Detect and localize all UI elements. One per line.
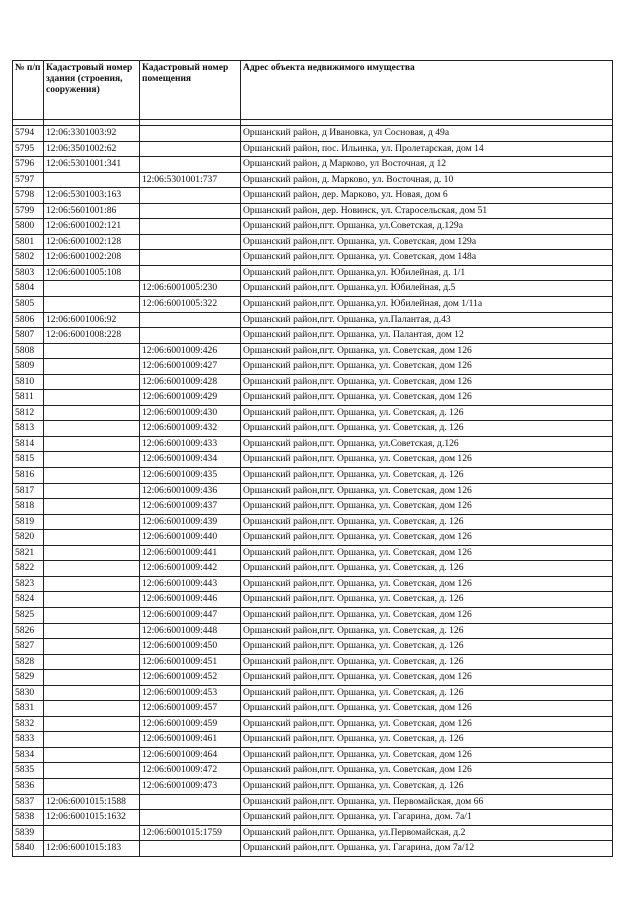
cell-room-cadastral: 12:06:6001009:453: [140, 685, 241, 701]
property-registry-table: [12, 60, 613, 857]
cell-address: Оршанский район,пгт. Оршанка, ул.Советская, д.129а: [241, 219, 613, 235]
cell-num: 5833: [13, 732, 44, 748]
table-body: [13, 120, 613, 857]
cell-address: Оршанский район,пгт. Оршанка, ул. Палантая, дом 12: [241, 328, 613, 344]
cell-building-cadastral: [44, 359, 140, 375]
cell-room-cadastral: 12:06:6001015:1759: [140, 825, 241, 841]
table-header: [13, 61, 613, 120]
cell-address: Оршанский район,пгт. Оршанка, ул. Советская, д. 126: [241, 421, 613, 437]
cell-address: Оршанский район,пгт. Оршанка, ул. Советская, дом 126: [241, 483, 613, 499]
cell-address: Оршанский район,пгт. Оршанка, ул. Советская, дом 126: [241, 576, 613, 592]
table-row: [13, 374, 613, 390]
cell-room-cadastral: 12:06:6001009:473: [140, 778, 241, 794]
cell-room-cadastral: 12:06:6001009:452: [140, 670, 241, 686]
cell-num: 5799: [13, 203, 44, 219]
cell-building-cadastral: [44, 390, 140, 406]
table-row: [13, 405, 613, 421]
cell-room-cadastral: 12:06:6001009:446: [140, 592, 241, 608]
cell-room-cadastral: [140, 203, 241, 219]
table-row: [13, 639, 613, 655]
cell-room-cadastral: 12:06:6001009:451: [140, 654, 241, 670]
cell-num: 5836: [13, 778, 44, 794]
cell-address: Оршанский район,пгт. Оршанка, ул. Советская, дом 148а: [241, 250, 613, 266]
cell-room-cadastral: 12:06:6001005:230: [140, 281, 241, 297]
cell-building-cadastral: 12:06:6001015:1588: [44, 794, 140, 810]
header-address: Адрес объекта недвижимого имущества: [241, 61, 613, 120]
cell-num: 5825: [13, 607, 44, 623]
cell-room-cadastral: [140, 234, 241, 250]
cell-building-cadastral: [44, 654, 140, 670]
cell-room-cadastral: 12:06:6001009:432: [140, 421, 241, 437]
table-row: [13, 452, 613, 468]
cell-building-cadastral: 12:06:6001002:121: [44, 219, 140, 235]
cell-address: Оршанский район,пгт. Оршанка, ул. Гагарина, дом 7а/12: [241, 841, 613, 857]
cell-room-cadastral: 12:06:6001009:448: [140, 623, 241, 639]
cell-num: 5796: [13, 157, 44, 173]
table-row: [13, 312, 613, 328]
table-row: [13, 234, 613, 250]
cell-address: Оршанский район,пгт. Оршанка, ул. Советская, дом 126: [241, 545, 613, 561]
cell-address: Оршанский район, д Марково, ул Восточная, д 12: [241, 157, 613, 173]
cell-num: 5810: [13, 374, 44, 390]
cell-address: Оршанский район, пос. Ильинка, ул. Пролетарская, дом 14: [241, 141, 613, 157]
cell-building-cadastral: [44, 281, 140, 297]
cell-room-cadastral: [140, 219, 241, 235]
cell-address: Оршанский район,пгт. Оршанка, ул. Советская, д. 126: [241, 778, 613, 794]
cell-num: 5831: [13, 701, 44, 717]
table-row: [13, 203, 613, 219]
cell-num: 5826: [13, 623, 44, 639]
table-row: [13, 825, 613, 841]
cell-building-cadastral: 12:06:6001002:208: [44, 250, 140, 266]
table-row: [13, 530, 613, 546]
cell-num: 5811: [13, 390, 44, 406]
cell-num: 5794: [13, 126, 44, 142]
table-row: [13, 778, 613, 794]
cell-address: Оршанский район,пгт. Оршанка, ул. Советская, дом 126: [241, 747, 613, 763]
table-row: [13, 763, 613, 779]
cell-room-cadastral: 12:06:6001009:433: [140, 436, 241, 452]
cell-building-cadastral: [44, 172, 140, 188]
table-row: [13, 747, 613, 763]
cell-address: Оршанский район,пгт. Оршанка, ул. Советская, дом 126: [241, 390, 613, 406]
cell-room-cadastral: [140, 312, 241, 328]
cell-building-cadastral: 12:06:6001006:92: [44, 312, 140, 328]
cell-address: Оршанский район,пгт. Оршанка, ул. Советская, дом 126: [241, 530, 613, 546]
table-row: [13, 265, 613, 281]
cell-building-cadastral: [44, 561, 140, 577]
cell-room-cadastral: 12:06:6001009:430: [140, 405, 241, 421]
cell-num: 5802: [13, 250, 44, 266]
cell-building-cadastral: [44, 825, 140, 841]
cell-num: 5821: [13, 545, 44, 561]
table-row: [13, 810, 613, 826]
cell-address: Оршанский район,пгт. Оршанка, ул. Советская, д. 126: [241, 732, 613, 748]
table-row: [13, 794, 613, 810]
cell-address: Оршанский район,пгт. Оршанка, ул. Советская, дом 126: [241, 359, 613, 375]
table-row: [13, 716, 613, 732]
cell-address: Оршанский район,пгт. Оршанка, ул. Советская, д. 126: [241, 514, 613, 530]
table-row: [13, 561, 613, 577]
table-row: [13, 126, 613, 142]
cell-room-cadastral: [140, 157, 241, 173]
table-row: [13, 250, 613, 266]
cell-num: 5809: [13, 359, 44, 375]
cell-num: 5803: [13, 265, 44, 281]
cell-num: 5807: [13, 328, 44, 344]
table-row: [13, 188, 613, 204]
table-row: [13, 141, 613, 157]
cell-num: 5805: [13, 297, 44, 313]
table-row: [13, 514, 613, 530]
table-row: [13, 468, 613, 484]
cell-building-cadastral: 12:06:5601001:86: [44, 203, 140, 219]
cell-num: 5824: [13, 592, 44, 608]
cell-room-cadastral: [140, 794, 241, 810]
cell-building-cadastral: [44, 499, 140, 515]
cell-address: Оршанский район,пгт. Оршанка, ул. Советская, дом 126: [241, 716, 613, 732]
cell-address: Оршанский район,пгт. Оршанка, ул.Первомайская, д.2: [241, 825, 613, 841]
cell-address: Оршанский район,пгт. Оршанка, ул. Советская, д. 126: [241, 623, 613, 639]
cell-building-cadastral: [44, 592, 140, 608]
cell-address: Оршанский район,пгт. Оршанка, ул. Советская, дом 126: [241, 670, 613, 686]
table-row: [13, 670, 613, 686]
cell-num: 5808: [13, 343, 44, 359]
cell-address: Оршанский район, дер. Марково, ул. Новая, дом 6: [241, 188, 613, 204]
cell-address: Оршанский район, д. Марково, ул. Восточная, д. 10: [241, 172, 613, 188]
cell-num: 5804: [13, 281, 44, 297]
cell-room-cadastral: 12:06:6001005:322: [140, 297, 241, 313]
header-building-cadastral: Кадастровый номер здания (строения, сооружения): [44, 61, 140, 120]
cell-address: Оршанский район,пгт. Оршанка,ул. Юбилейная, дом 1/11а: [241, 297, 613, 313]
cell-room-cadastral: 12:06:6001009:459: [140, 716, 241, 732]
cell-num: 5834: [13, 747, 44, 763]
cell-building-cadastral: [44, 374, 140, 390]
cell-room-cadastral: 12:06:6001009:472: [140, 763, 241, 779]
cell-building-cadastral: [44, 747, 140, 763]
cell-building-cadastral: 12:06:6001015:1632: [44, 810, 140, 826]
table-row: [13, 576, 613, 592]
header-room-cadastral: Кадастровый номер помещения: [140, 61, 241, 120]
cell-building-cadastral: [44, 421, 140, 437]
cell-num: 5840: [13, 841, 44, 857]
header-num: № п/п: [13, 61, 44, 120]
cell-building-cadastral: [44, 405, 140, 421]
cell-building-cadastral: [44, 483, 140, 499]
cell-room-cadastral: 12:06:6001009:428: [140, 374, 241, 390]
cell-num: 5818: [13, 499, 44, 515]
cell-building-cadastral: 12:06:5301001:341: [44, 157, 140, 173]
cell-building-cadastral: 12:06:3301003:92: [44, 126, 140, 142]
cell-address: Оршанский район,пгт. Оршанка, ул. Советская, дом 126: [241, 374, 613, 390]
cell-address: Оршанский район,пгт. Оршанка, ул. Советская, дом 126: [241, 343, 613, 359]
cell-num: 5819: [13, 514, 44, 530]
cell-address: Оршанский район,пгт. Оршанка, ул. Советская, д. 126: [241, 468, 613, 484]
cell-building-cadastral: [44, 545, 140, 561]
cell-address: Оршанский район, дер. Новинск, ул. Старосельская, дом 51: [241, 203, 613, 219]
cell-address: Оршанский район,пгт. Оршанка, ул. Советская, дом 126: [241, 607, 613, 623]
cell-address: Оршанский район,пгт. Оршанка, ул. Советская, дом 129а: [241, 234, 613, 250]
table-row: [13, 685, 613, 701]
cell-building-cadastral: 12:06:6001002:128: [44, 234, 140, 250]
cell-address: Оршанский район,пгт. Оршанка, ул. Советская, дом 126: [241, 701, 613, 717]
cell-num: 5838: [13, 810, 44, 826]
table-row: [13, 701, 613, 717]
cell-room-cadastral: 12:06:6001009:429: [140, 390, 241, 406]
cell-num: 5814: [13, 436, 44, 452]
cell-num: 5801: [13, 234, 44, 250]
cell-building-cadastral: [44, 701, 140, 717]
table-row: [13, 328, 613, 344]
cell-room-cadastral: 12:06:6001009:439: [140, 514, 241, 530]
cell-room-cadastral: 12:06:6001009:457: [140, 701, 241, 717]
table-row: [13, 359, 613, 375]
cell-num: 5827: [13, 639, 44, 655]
cell-building-cadastral: [44, 732, 140, 748]
cell-room-cadastral: [140, 841, 241, 857]
cell-room-cadastral: [140, 188, 241, 204]
cell-building-cadastral: [44, 778, 140, 794]
cell-room-cadastral: 12:06:6001009:437: [140, 499, 241, 515]
table-row: [13, 499, 613, 515]
cell-address: Оршанский район,пгт. Оршанка,ул. Юбилейная, д.5: [241, 281, 613, 297]
cell-room-cadastral: [140, 810, 241, 826]
cell-num: 5813: [13, 421, 44, 437]
cell-building-cadastral: 12:06:6001005:108: [44, 265, 140, 281]
cell-room-cadastral: [140, 265, 241, 281]
cell-num: 5822: [13, 561, 44, 577]
table-row: [13, 623, 613, 639]
cell-building-cadastral: [44, 607, 140, 623]
cell-address: Оршанский район,пгт. Оршанка, ул. Советская, д. 126: [241, 561, 613, 577]
cell-building-cadastral: [44, 343, 140, 359]
table-row: [13, 654, 613, 670]
table-row: [13, 436, 613, 452]
cell-num: 5800: [13, 219, 44, 235]
cell-address: Оршанский район,пгт. Оршанка, ул.Палантая, д.43: [241, 312, 613, 328]
cell-address: Оршанский район,пгт. Оршанка, ул. Советская, дом 126: [241, 452, 613, 468]
cell-building-cadastral: [44, 436, 140, 452]
cell-room-cadastral: 12:06:6001009:440: [140, 530, 241, 546]
cell-room-cadastral: 12:06:6001009:442: [140, 561, 241, 577]
cell-address: Оршанский район,пгт. Оршанка,ул. Юбилейная, д. 1/1: [241, 265, 613, 281]
cell-room-cadastral: 12:06:6001009:435: [140, 468, 241, 484]
cell-room-cadastral: [140, 250, 241, 266]
cell-address: Оршанский район,пгт. Оршанка, ул. Советская, дом 126: [241, 499, 613, 515]
cell-building-cadastral: 12:06:5301003:163: [44, 188, 140, 204]
cell-num: 5837: [13, 794, 44, 810]
cell-num: 5806: [13, 312, 44, 328]
cell-room-cadastral: 12:06:6001009:427: [140, 359, 241, 375]
cell-room-cadastral: 12:06:6001009:464: [140, 747, 241, 763]
cell-num: 5795: [13, 141, 44, 157]
cell-building-cadastral: [44, 576, 140, 592]
cell-building-cadastral: [44, 514, 140, 530]
table-row: [13, 157, 613, 173]
cell-building-cadastral: [44, 716, 140, 732]
cell-num: 5829: [13, 670, 44, 686]
cell-building-cadastral: [44, 297, 140, 313]
cell-building-cadastral: [44, 763, 140, 779]
cell-num: 5832: [13, 716, 44, 732]
cell-num: 5835: [13, 763, 44, 779]
cell-building-cadastral: [44, 530, 140, 546]
cell-room-cadastral: 12:06:6001009:447: [140, 607, 241, 623]
cell-num: 5817: [13, 483, 44, 499]
cell-room-cadastral: [140, 126, 241, 142]
cell-building-cadastral: [44, 452, 140, 468]
table-row: [13, 592, 613, 608]
cell-num: 5816: [13, 468, 44, 484]
cell-address: Оршанский район,пгт. Оршанка, ул. Советская, д. 126: [241, 639, 613, 655]
cell-num: 5839: [13, 825, 44, 841]
cell-building-cadastral: 12:06:6001015:183: [44, 841, 140, 857]
cell-num: 5815: [13, 452, 44, 468]
table-row: [13, 732, 613, 748]
table-row: [13, 219, 613, 235]
cell-num: 5797: [13, 172, 44, 188]
table-row: [13, 343, 613, 359]
cell-room-cadastral: 12:06:6001009:461: [140, 732, 241, 748]
table-row: [13, 281, 613, 297]
cell-num: 5830: [13, 685, 44, 701]
cell-num: 5828: [13, 654, 44, 670]
cell-address: Оршанский район,пгт. Оршанка, ул.Советская, д.126: [241, 436, 613, 452]
cell-address: Оршанский район,пгт. Оршанка, ул. Советская, д. 126: [241, 685, 613, 701]
table-row: [13, 545, 613, 561]
cell-num: 5812: [13, 405, 44, 421]
cell-num: 5798: [13, 188, 44, 204]
table-row: [13, 841, 613, 857]
cell-building-cadastral: [44, 623, 140, 639]
table-row: [13, 390, 613, 406]
cell-room-cadastral: 12:06:6001009:436: [140, 483, 241, 499]
cell-building-cadastral: [44, 639, 140, 655]
cell-address: Оршанский район,пгт. Оршанка, ул. Гагарина, дом. 7а/1: [241, 810, 613, 826]
table-row: [13, 421, 613, 437]
cell-room-cadastral: 12:06:6001009:426: [140, 343, 241, 359]
cell-room-cadastral: 12:06:6001009:441: [140, 545, 241, 561]
cell-room-cadastral: [140, 328, 241, 344]
cell-building-cadastral: [44, 685, 140, 701]
cell-address: Оршанский район,пгт. Оршанка, ул. Первомайская, дом 66: [241, 794, 613, 810]
table-row: [13, 483, 613, 499]
cell-room-cadastral: 12:06:6001009:443: [140, 576, 241, 592]
cell-room-cadastral: [140, 141, 241, 157]
cell-room-cadastral: 12:06:6001009:434: [140, 452, 241, 468]
cell-room-cadastral: 12:06:5301001:737: [140, 172, 241, 188]
table-row: [13, 297, 613, 313]
cell-address: Оршанский район, д Ивановка, ул Сосновая, д 49а: [241, 126, 613, 142]
cell-building-cadastral: 12:06:6001008:228: [44, 328, 140, 344]
cell-address: Оршанский район,пгт. Оршанка, ул. Советская, д. 126: [241, 592, 613, 608]
cell-address: Оршанский район,пгт. Оршанка, ул. Советская, д. 126: [241, 654, 613, 670]
cell-address: Оршанский район,пгт. Оршанка, ул. Советская, д. 126: [241, 405, 613, 421]
cell-building-cadastral: [44, 468, 140, 484]
cell-address: Оршанский район,пгт. Оршанка, ул. Советская, дом 126: [241, 763, 613, 779]
table-row: [13, 607, 613, 623]
header-row: [13, 61, 613, 120]
table-row: [13, 172, 613, 188]
cell-room-cadastral: 12:06:6001009:450: [140, 639, 241, 655]
cell-building-cadastral: [44, 670, 140, 686]
cell-num: 5820: [13, 530, 44, 546]
cell-num: 5823: [13, 576, 44, 592]
cell-building-cadastral: 12:06:3501002:62: [44, 141, 140, 157]
